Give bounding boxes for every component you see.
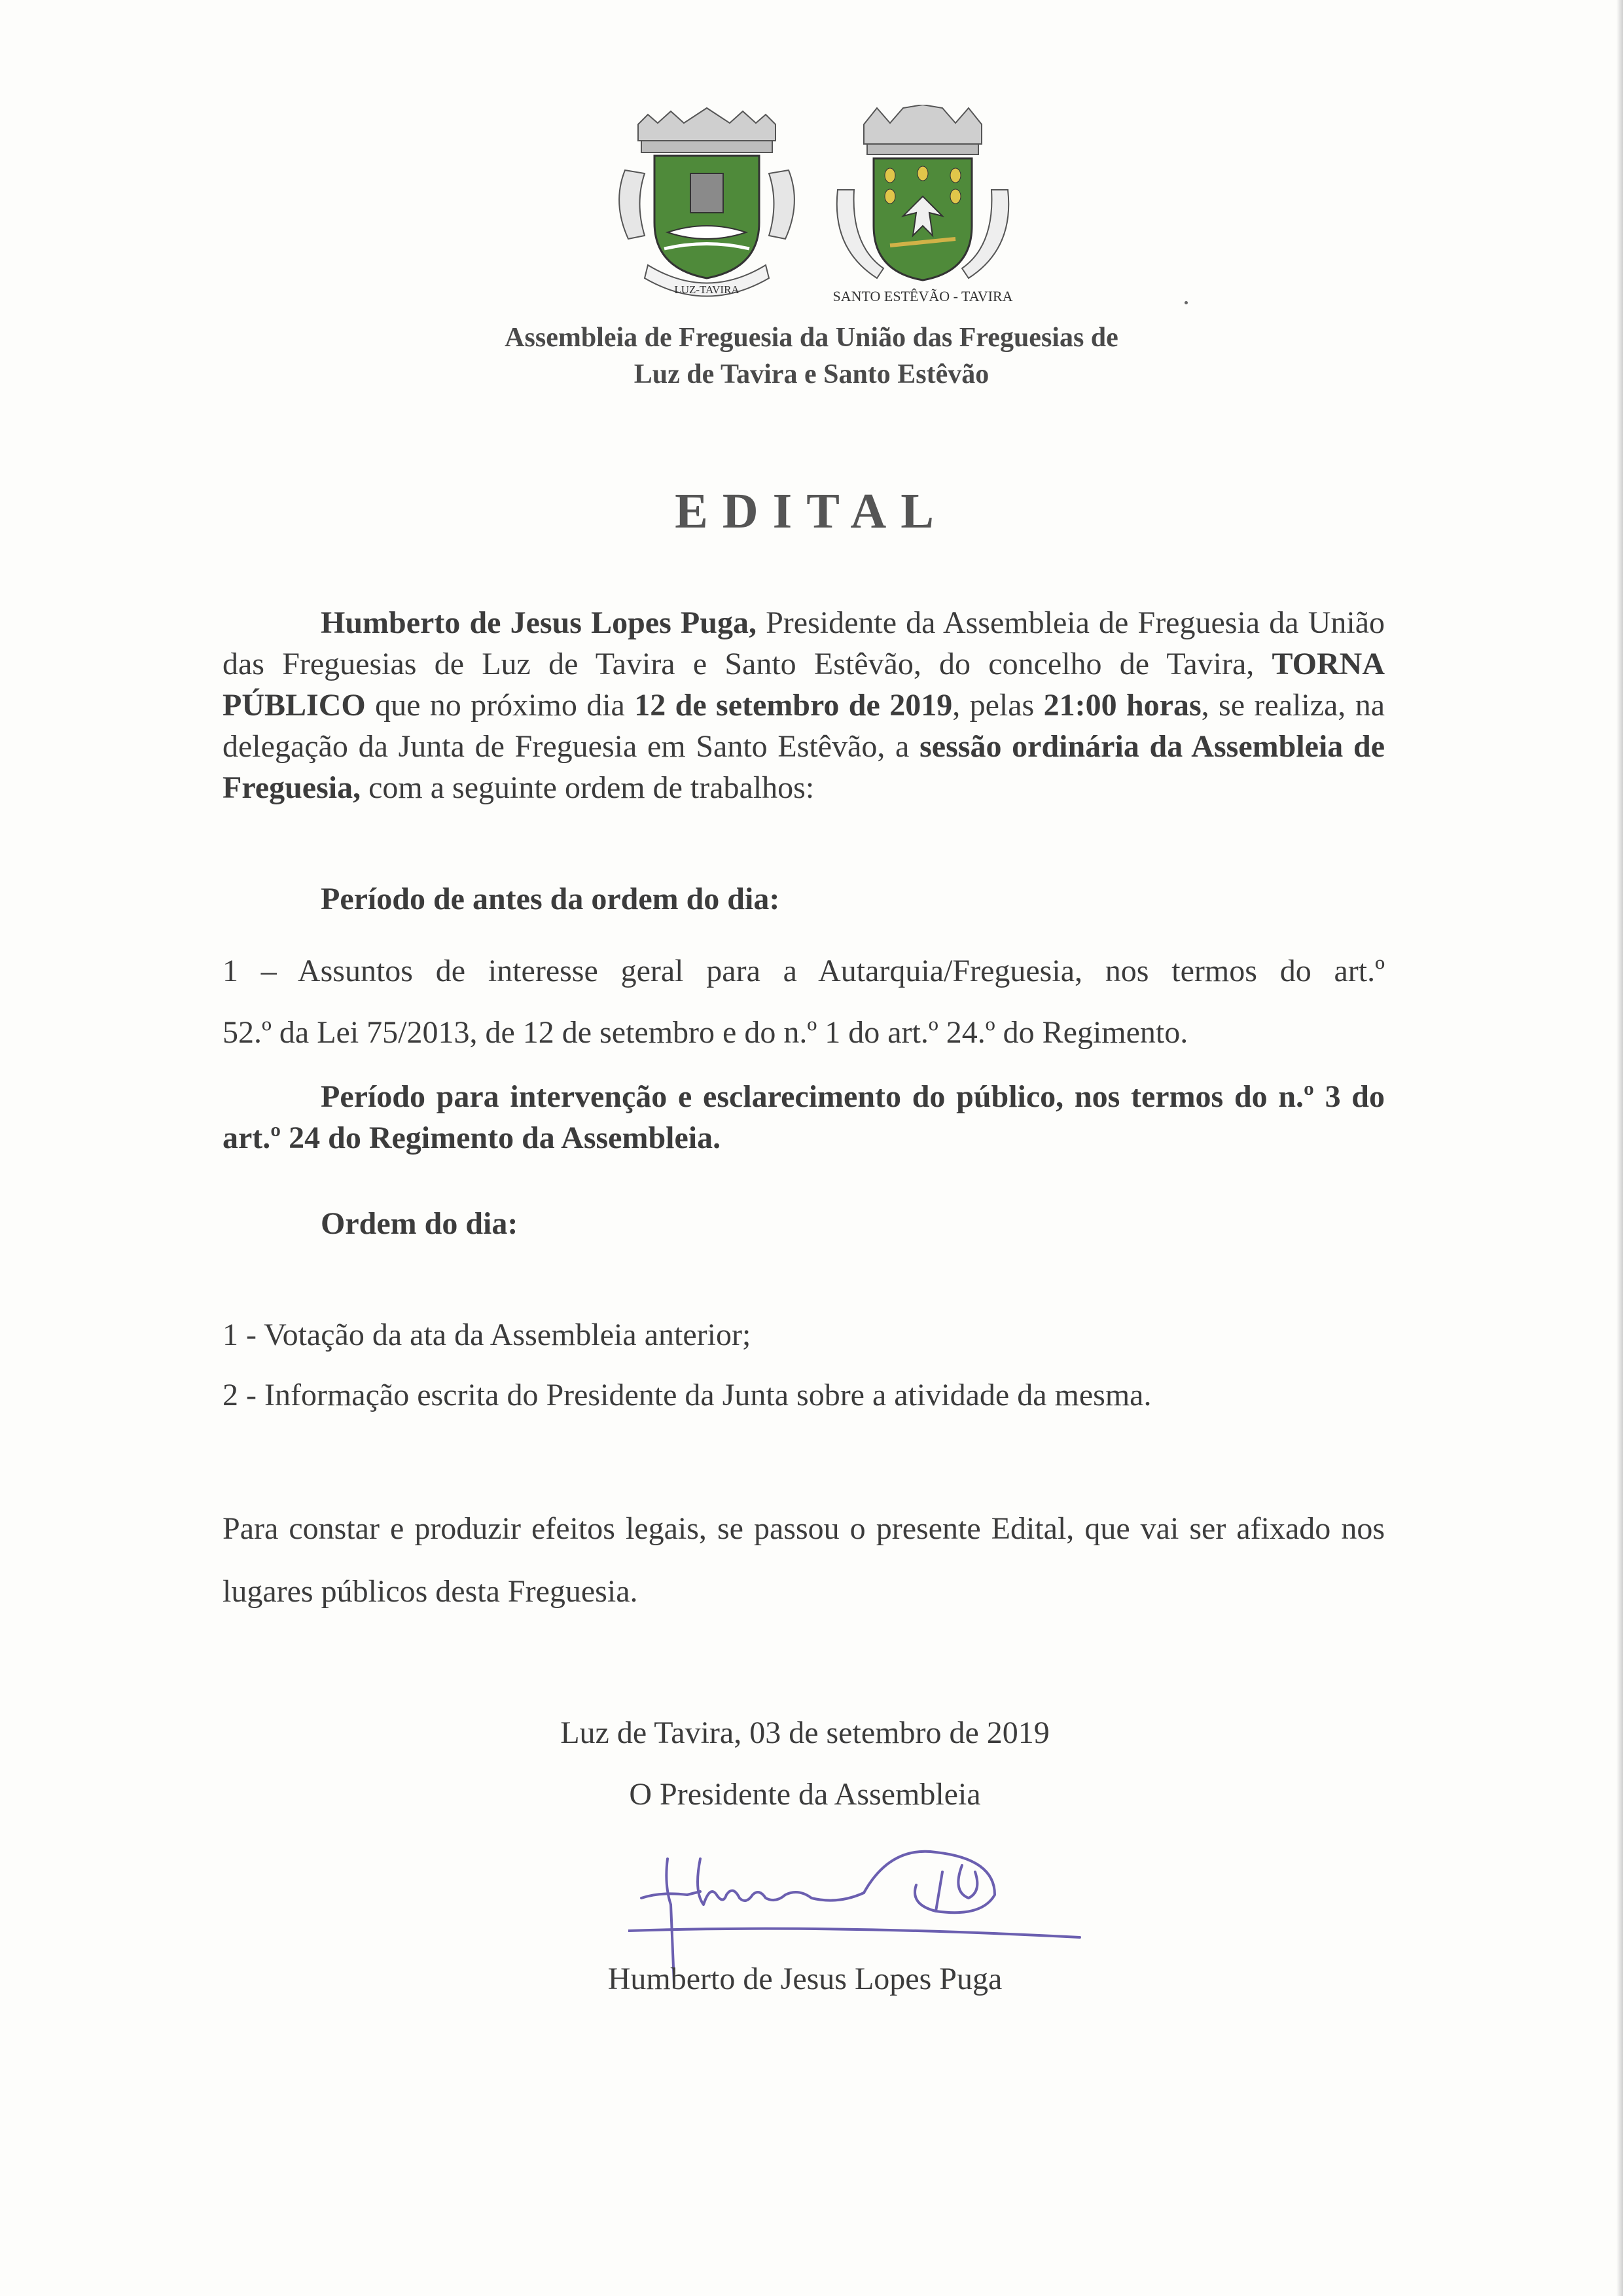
antes-item-1-line-2: 52.º da Lei 75/2013, de 12 de setembro e do n.º 1 do art.º 24.º do Regimento. <box>223 1015 1188 1050</box>
ordem-item-1: 1 - Votação da ata da Assembleia anterior; <box>223 1318 751 1352</box>
antes-item-1-line-1: 1 – Assuntos de interesse geral para a Autarquia/Freguesia, nos termos do art.º <box>223 954 1385 988</box>
header-line-1: Assembleia de Freguesia da União das Freguesias de <box>505 323 1118 353</box>
signatory-name: Humberto de Jesus Lopes Puga <box>607 1962 1003 1996</box>
scan-speck <box>1185 301 1188 304</box>
intro-paragraph <box>223 602 1385 808</box>
intro-text-2: que no próximo dia <box>365 688 635 723</box>
luz-tavira-crest-label: LUZ-TAVIRA <box>674 283 740 296</box>
document-title: EDITAL <box>675 484 948 539</box>
coats-of-arms <box>609 105 1027 314</box>
intro-text-1: Presidente da Assembleia de Freguesia da União das Freguesias de Luz de Tavira e Santo Estêvão, do concelho de Tavira, <box>223 605 1385 681</box>
intro-text-3: , pelas <box>952 688 1044 723</box>
session-type: sessão ordinária da Assembleia de Freguesia, <box>223 729 1385 805</box>
periodo-intervencao-publico: Período para intervenção e esclarecimento do público, nos termos do n.º 3 do art.º 24 do Regimento da Assembleia. <box>223 1079 1385 1155</box>
header-line-2: Luz de Tavira e Santo Estêvão <box>633 359 990 389</box>
torna-publico: TORNA PÚBLICO <box>223 647 1385 723</box>
ordem-item-2: 2 - Informação escrita do Presidente da Junta sobre a atividade da mesma. <box>223 1378 1152 1412</box>
session-hour: 21:00 horas <box>1043 688 1202 723</box>
luz-tavira-crest <box>609 105 805 314</box>
document-header <box>393 319 1230 393</box>
intro-text-4: , se realiza, na delegação da Junta de Freguesia em Santo Estêvão, a <box>223 688 1385 764</box>
santo-estevao-crest <box>818 105 1027 314</box>
place-and-date: Luz de Tavira, 03 de setembro de 2019 <box>560 1715 1050 1750</box>
heading-ordem-dia: Ordem do dia: <box>321 1206 518 1241</box>
president-name-bold: Humberto de Jesus Lopes Puga, <box>321 605 757 640</box>
santo-estevao-crest-label: SANTO ESTÊVÃO - TAVIRA <box>832 288 1013 304</box>
intro-text-5: com a seguinte ordem de trabalhos: <box>361 770 815 805</box>
session-date: 12 de setembro de 2019 <box>634 688 953 723</box>
heading-antes-ordem-dia: Período de antes da ordem do dia: <box>321 882 780 916</box>
signatory-role: O Presidente da Assembleia <box>629 1777 981 1812</box>
page-edge <box>1616 0 1623 2296</box>
closing-paragraph: Para constar e produzir efeitos legais, se passou o presente Edital, que vai ser afixado nos lugares públicos desta Freguesia. <box>223 1511 1385 1609</box>
